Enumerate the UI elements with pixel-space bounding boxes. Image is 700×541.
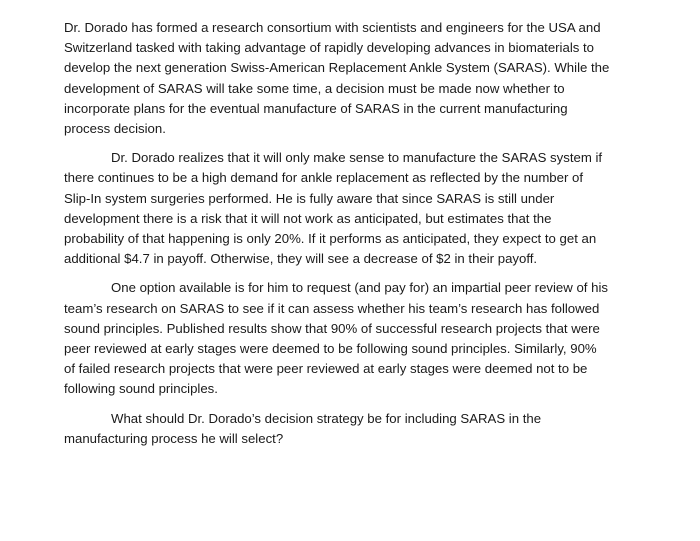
paragraph-3 bbox=[64, 278, 674, 399]
text-line: sound principles. Published results show that 90% of successful research projects that were bbox=[64, 320, 600, 336]
text-line: What should Dr. Dorado’s decision strategy be for including SARAS in the bbox=[111, 410, 542, 426]
paragraph-2 bbox=[64, 148, 674, 269]
text-line: of failed research projects that were peer reviewed at early stages were deemed not to be bbox=[64, 361, 588, 377]
text-line: additional $4.7 in payoff. Otherwise, they will see a decrease of $2 in their payoff. bbox=[64, 251, 538, 267]
text-line: peer reviewed at early stages were deemed to be following sound principles. Similarly, 90% bbox=[64, 341, 597, 357]
text-line: team’s research on SARAS to see if it can assess whether his team’s research has followed bbox=[64, 300, 600, 316]
paragraph-4 bbox=[64, 409, 674, 449]
text-line: incorporate plans for the eventual manufacture of SARAS in the current manufacturing bbox=[64, 100, 568, 116]
text-line: Dr. Dorado realizes that it will only make sense to manufacture the SARAS system if bbox=[111, 150, 603, 166]
document-body bbox=[64, 18, 674, 458]
text-line: Switzerland tasked with taking advantage of rapidly developing advances in biomaterials to bbox=[64, 40, 595, 56]
text-line: manufacturing process he will select? bbox=[64, 430, 284, 446]
text-line: development of SARAS will take some time, a decision must be made now whether to bbox=[64, 80, 565, 96]
text-line: process decision. bbox=[64, 121, 166, 137]
text-line: development there is a risk that it will not work as anticipated, but estimates that the bbox=[64, 210, 552, 226]
text-line: following sound principles. bbox=[64, 381, 218, 397]
text-line: One option available is for him to request (and pay for) an impartial peer review of his bbox=[111, 280, 608, 296]
text-line: develop the next generation Swiss-American Replacement Ankle System (SARAS). While the bbox=[64, 60, 610, 76]
text-line: there continues to be a high demand for ankle replacement as reflected by the number of bbox=[64, 170, 584, 186]
text-line: probability of that happening is only 20%. If it performs as anticipated, they expect to get an bbox=[64, 231, 597, 247]
text-line: Dr. Dorado has formed a research consortium with scientists and engineers for the USA and bbox=[64, 20, 601, 35]
paragraph-1 bbox=[64, 18, 674, 139]
text-line: Slip-In system surgeries performed. He is fully aware that since SARAS is still under bbox=[64, 190, 555, 206]
